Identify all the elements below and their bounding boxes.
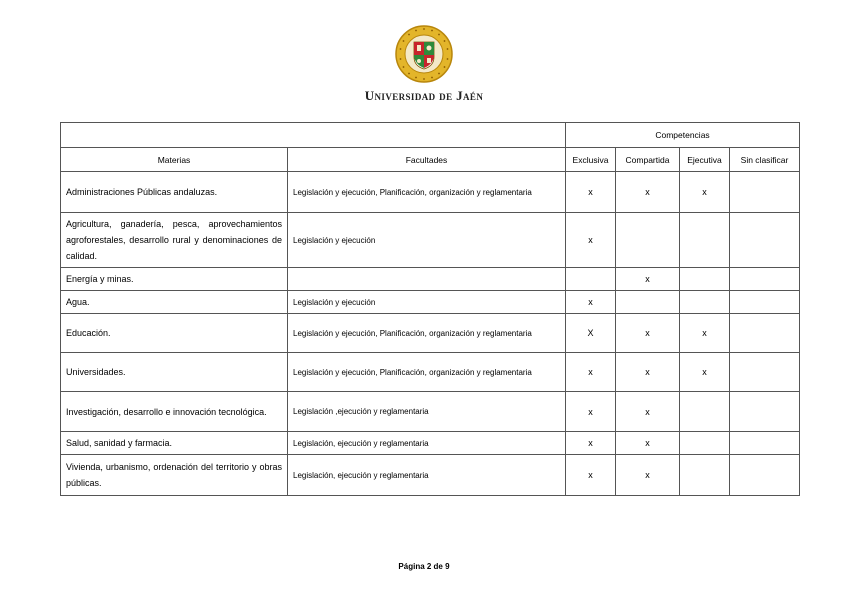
table-row [61, 268, 800, 291]
compartida-cell: x [616, 314, 680, 353]
facultades-cell: Legislación y ejecución [288, 213, 566, 268]
materia-cell: Salud, sanidad y farmacia. [61, 432, 288, 455]
table-row [61, 353, 800, 392]
sin-clasificar-cell [730, 353, 800, 392]
table-group-header-row [61, 123, 800, 148]
table-row [61, 432, 800, 455]
sin-clasificar-cell [730, 392, 800, 432]
ejecutiva-cell: x [680, 314, 730, 353]
page-header [0, 24, 848, 104]
sin-clasificar-cell [730, 172, 800, 213]
table-row [61, 392, 800, 432]
university-seal-logo [394, 24, 454, 84]
sin-clasificar-cell [730, 455, 800, 496]
materia-cell: Agua. [61, 291, 288, 314]
facultades-cell: Legislación, ejecución y reglamentaria [288, 432, 566, 455]
compartida-cell: x [616, 455, 680, 496]
facultades-cell [288, 268, 566, 291]
exclusiva-cell: x [566, 213, 616, 268]
sin-clasificar-cell [730, 291, 800, 314]
materia-cell: Energía y minas. [61, 268, 288, 291]
compartida-cell: x [616, 392, 680, 432]
facultades-cell: Legislación y ejecución [288, 291, 566, 314]
ejecutiva-cell: x [680, 353, 730, 392]
table-row [61, 455, 800, 496]
ejecutiva-cell [680, 291, 730, 314]
exclusiva-cell: x [566, 353, 616, 392]
column-header-ejecutiva: Ejecutiva [680, 148, 730, 172]
column-header-sin-clasificar: Sin clasificar [730, 148, 800, 172]
competencias-table [60, 122, 800, 496]
table-row [61, 291, 800, 314]
sin-clasificar-cell [730, 213, 800, 268]
sin-clasificar-cell [730, 432, 800, 455]
facultades-cell: Legislación, ejecución y reglamentaria [288, 455, 566, 496]
exclusiva-cell: x [566, 455, 616, 496]
materia-cell: Agricultura, ganadería, pesca, aprovechamientos agroforestales, desarrollo rural y denominaciones de calidad. [61, 213, 288, 268]
exclusiva-cell [566, 268, 616, 291]
sin-clasificar-cell [730, 268, 800, 291]
table-row [61, 213, 800, 268]
page-number: Página 2 de 9 [398, 562, 450, 571]
materia-cell: Educación. [61, 314, 288, 353]
sin-clasificar-cell [730, 314, 800, 353]
column-header-materias: Materias [61, 148, 288, 172]
facultades-cell: Legislación y ejecución, Planificación, organización y reglamentaria [288, 172, 566, 213]
materia-cell: Investigación, desarrollo e innovación tecnológica. [61, 392, 288, 432]
facultades-cell: Legislación ,ejecución y reglamentaria [288, 392, 566, 432]
ejecutiva-cell [680, 268, 730, 291]
ejecutiva-cell [680, 392, 730, 432]
column-header-compartida: Compartida [616, 148, 680, 172]
ejecutiva-cell [680, 432, 730, 455]
compartida-cell [616, 213, 680, 268]
exclusiva-cell: X [566, 314, 616, 353]
exclusiva-cell: x [566, 432, 616, 455]
exclusiva-cell: x [566, 392, 616, 432]
compartida-cell [616, 291, 680, 314]
column-header-exclusiva: Exclusiva [566, 148, 616, 172]
table-column-header-row [61, 148, 800, 172]
empty-header-cell [61, 123, 566, 148]
ejecutiva-cell [680, 455, 730, 496]
column-header-facultades: Facultades [288, 148, 566, 172]
facultades-cell: Legislación y ejecución, Planificación, organización y reglamentaria [288, 314, 566, 353]
compartida-cell: x [616, 432, 680, 455]
materia-cell: Vivienda, urbanismo, ordenación del territorio y obras públicas. [61, 455, 288, 496]
ejecutiva-cell: x [680, 172, 730, 213]
ejecutiva-cell [680, 213, 730, 268]
table-row [61, 172, 800, 213]
compartida-cell: x [616, 353, 680, 392]
compartida-cell: x [616, 172, 680, 213]
facultades-cell: Legislación y ejecución, Planificación, organización y reglamentaria [288, 353, 566, 392]
university-name: Universidad de Jaén [364, 88, 484, 103]
table-row [61, 314, 800, 353]
exclusiva-cell: x [566, 291, 616, 314]
exclusiva-cell: x [566, 172, 616, 213]
compartida-cell: x [616, 268, 680, 291]
competencias-header: Competencias [566, 123, 800, 148]
materia-cell: Universidades. [61, 353, 288, 392]
materia-cell: Administraciones Públicas andaluzas. [61, 172, 288, 213]
